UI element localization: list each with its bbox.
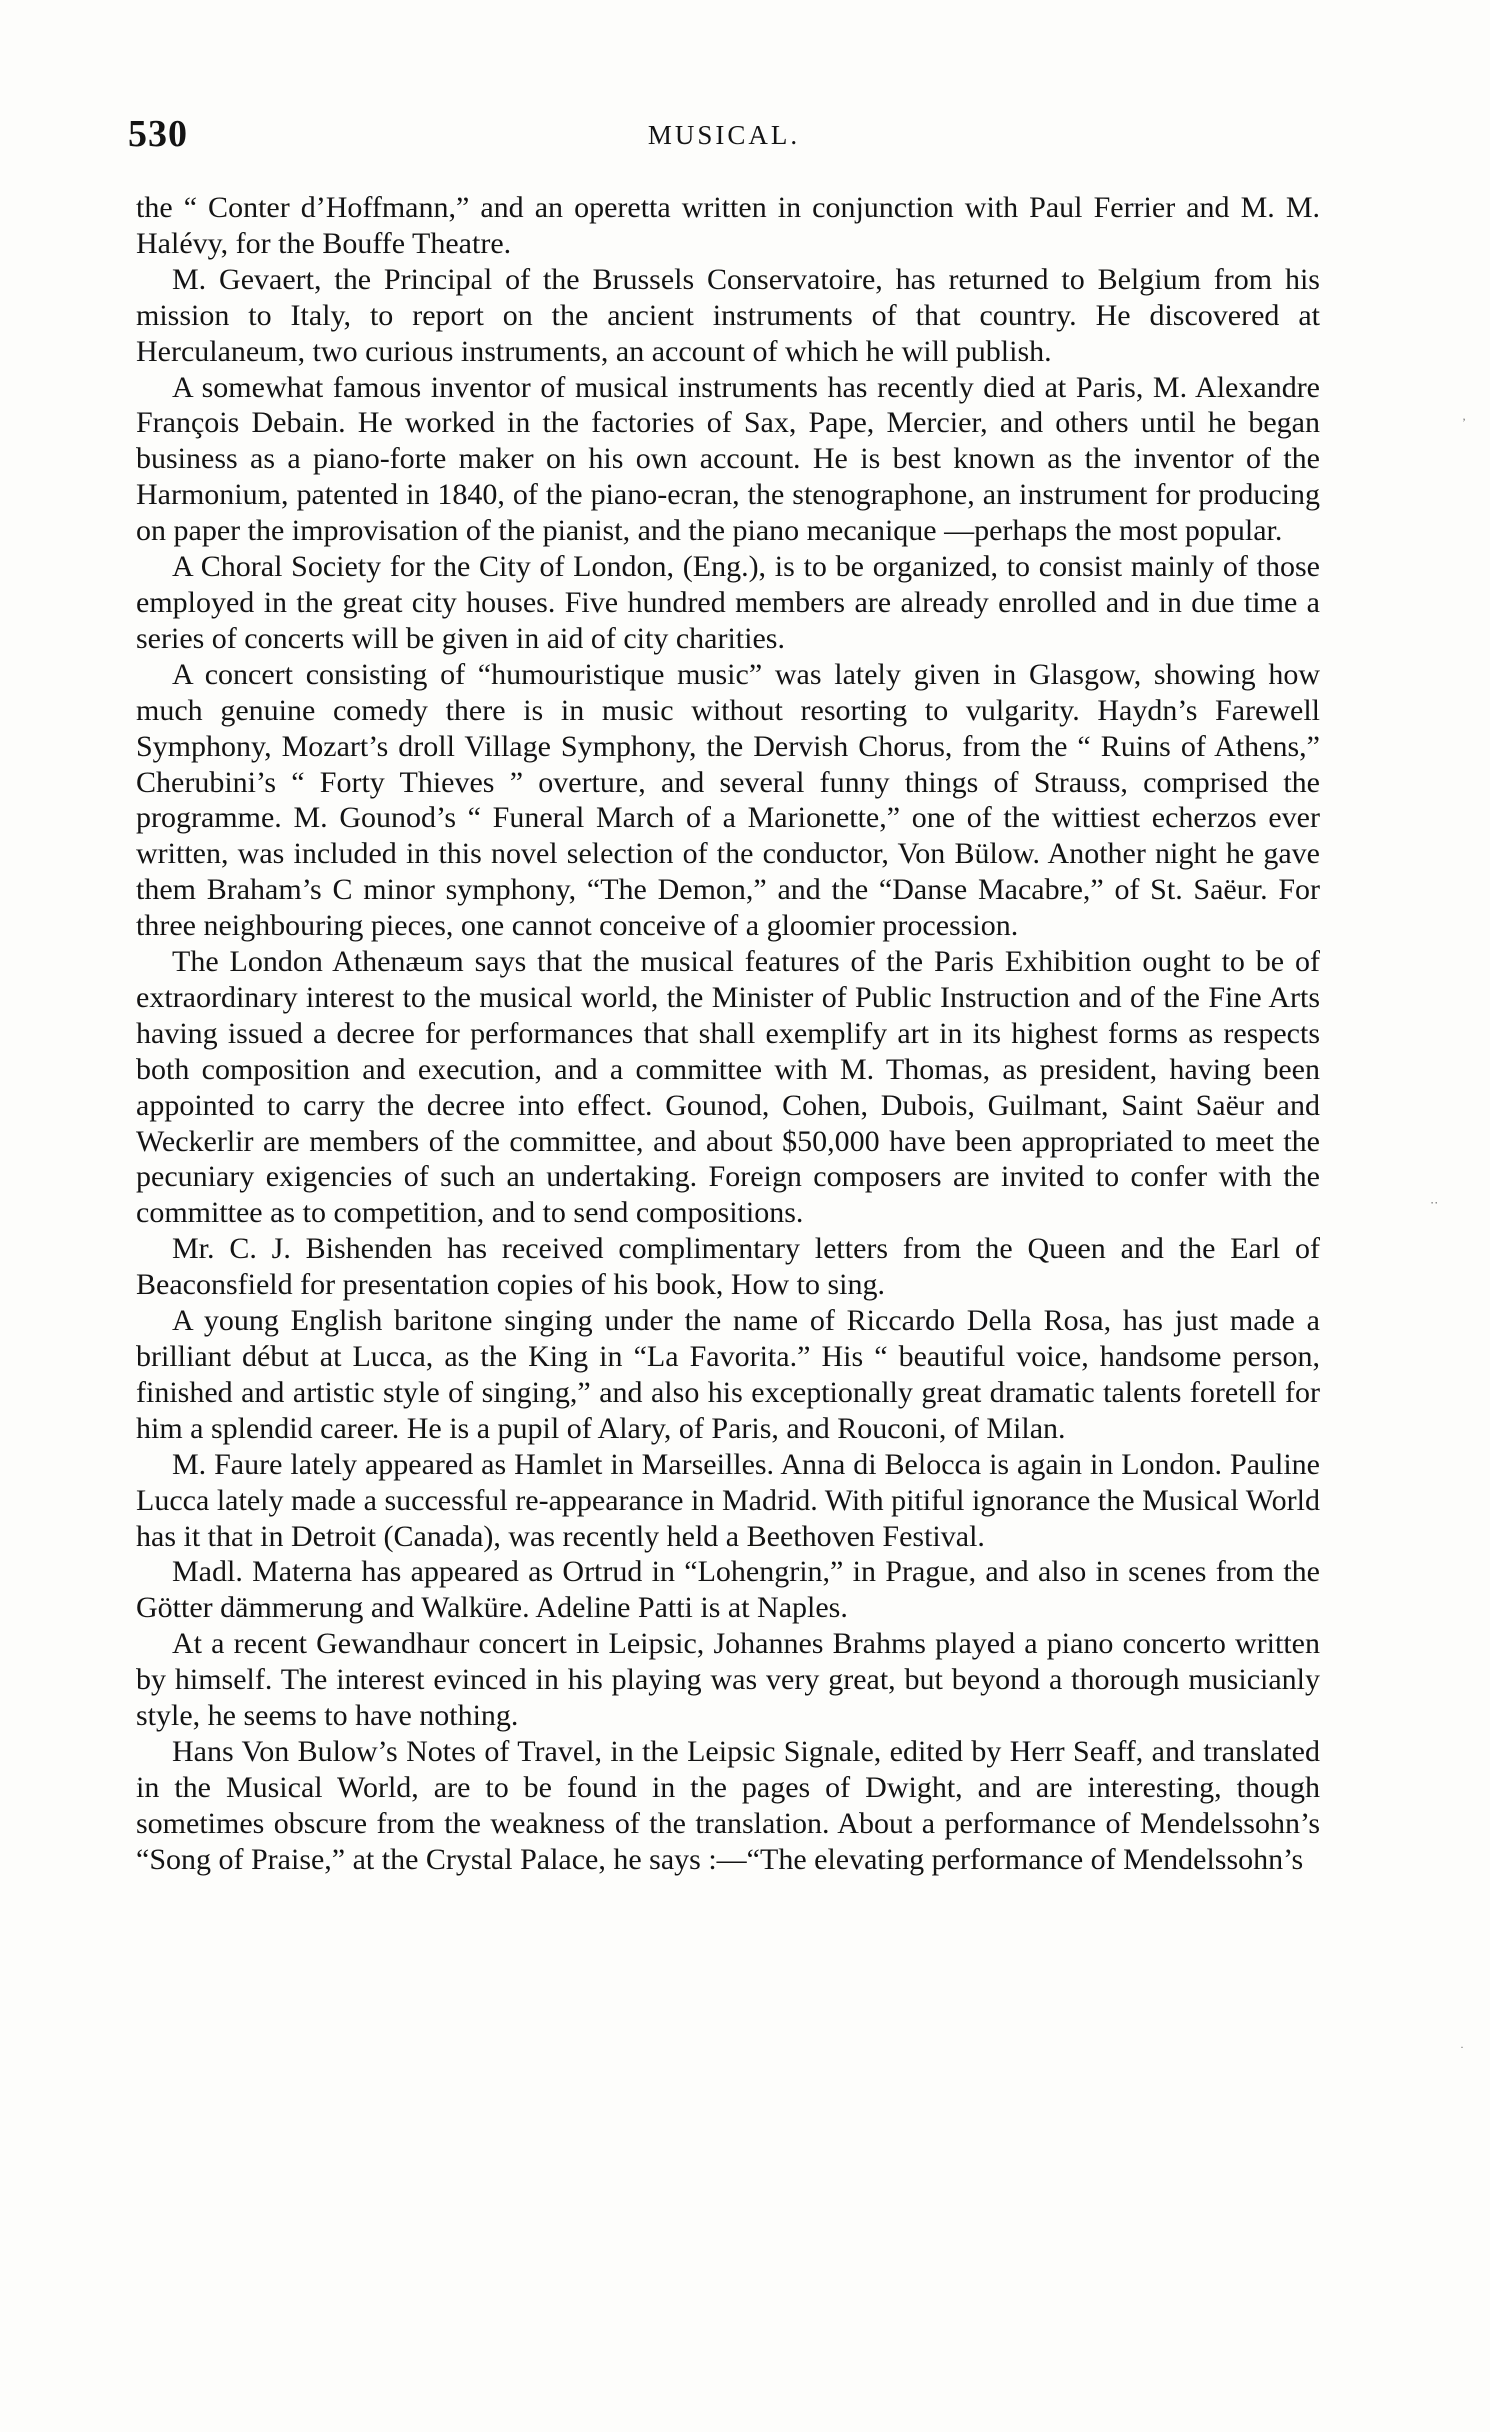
paragraph-von-bulow: Hans Von Bulow’s Notes of Travel, in the Leipsic Signale, edited by Herr Seaff, and translated in the Musical World, are to be found in the pages of Dwight, and are interesting, though sometimes obscure from the weakness of the translation. About a performance of Mendelssohn’s “Song of Praise,” at the Crystal Palace, he says :—“The elevating performance of Mendelssohn’s: [136, 1734, 1320, 1876]
paragraph-bishenden: Mr. C. J. Bishenden has received complimentary letters from the Queen and the Earl of Beaconsfield for presentation copies of his book, How to sing.: [136, 1232, 1320, 1302]
paragraph-materna: Madl. Materna has appeared as Ortrud in “Lohengrin,” in Prague, and also in scenes from the Götter dämmerung and Walküre. Adeline Patti is at Naples.: [136, 1555, 1320, 1625]
paragraph-choral-society: A Choral Society for the City of London, (Eng.), is to be organized, to consist mainly of those employed in the great city houses. Five hundred members are already enrolled and in due time a series of concerts will be given in aid of city charities.: [136, 550, 1320, 655]
paragraph-glasgow-concert: A concert consisting of “humouristique music” was lately given in Glasgow, showing how much genuine comedy there is in music without resorting to vulgarity. Haydn’s Farewell Symphony, Mozart’s droll Village Symphony, the Dervish Chorus, from the “ Ruins of Athens,” Cherubini’s “ Forty Thieves ” overture, and several funny things of Strauss, comprised the programme. M. Gounod’s “ Funeral March of a Marionette,” one of the wittiest echerzos ever written, was included in this novel selection of the conductor, Von Bülow. Another night he gave them Braham’s C minor symphony, “The Demon,” and the “Danse Macabre,” of St. Saëur. For three neighbouring pieces, one cannot conceive of a gloomier procession.: [136, 657, 1320, 943]
paragraph-gevaert: M. Gevaert, the Principal of the Brussels Conservatoire, has returned to Belgium from his mission to Italy, to report on the ancient instruments of that country. He discovered at Herculaneum, two curious instruments, an account of which he will publish.: [136, 262, 1320, 368]
paragraph-brahms: At a recent Gewandhaur concert in Leipsic, Johannes Brahms played a piano concerto written by himself. The interest evinced in his playing was very great, but beyond a thorough musicianly style, he seems to have nothing.: [136, 1627, 1320, 1733]
paragraph-debain: A somewhat famous inventor of musical instruments has recently died at Paris, M. Alexandre François Debain. He worked in the factories of Sax, Pape, Mercier, and others until he began business as a piano-forte maker on his own account. He is best known as the inventor of the Harmonium, patented in 1840, of the piano-ecran, the stenographone, an instrument for producing on paper the improvisation of the pianist, and the piano mecanique —perhaps the most popular.: [136, 370, 1320, 548]
paragraph-della-rosa: A young English baritone singing under the name of Riccardo Della Rosa, has just made a brilliant début at Lucca, as the King in “La Favorita.” His “ beautiful voice, handsome person, finished and artistic style of singing,” and also his exceptionally great dramatic talents foretell for him a splendid career. He is a pupil of Alary, of Paris, and Rouconi, of Milan.: [136, 1304, 1320, 1445]
margin-speck: ·: [1460, 2040, 1464, 2054]
paragraph-paris-exhibition: The London Athenæum says that the musical features of the Paris Exhibition ought to be of extraordinary interest to the musical world, the Minister of Public Instruction and of the Fine Arts having issued a decree for performances that shall exemplify art in its highest forms as respects both composition and execution, and a committee with M. Thomas, as president, having been appointed to carry the decree into effect. Gounod, Cohen, Dubois, Guilmant, Saint Saëur and Weckerlir are members of the committee, and about $50,000 have been appropriated to meet the pecuniary exigencies of such an undertaking. Foreign composers are invited to confer with the committee as to competition, and to send compositions.: [136, 945, 1320, 1230]
margin-speck: ’: [1462, 415, 1466, 429]
margin-speck: ⋅⋅: [1430, 1196, 1439, 1210]
page-header: [128, 112, 1320, 162]
paragraph-continued: the “ Conter d’Hoffmann,” and an operetta written in conjunction with Paul Ferrier and M. M. Halévy, for the Bouffe Theatre.: [136, 191, 1320, 260]
body-text: [136, 190, 1320, 1878]
paragraph-faure: M. Faure lately appeared as Hamlet in Marseilles. Anna di Belocca is again in London. Pauline Lucca lately made a successful re-appearance in Madrid. With pitiful ignorance the Musical World has it that in Detroit (Canada), was recently held a Beethoven Festival.: [136, 1447, 1320, 1553]
page-number: 530: [128, 113, 188, 155]
running-title: MUSICAL.: [647, 120, 801, 150]
